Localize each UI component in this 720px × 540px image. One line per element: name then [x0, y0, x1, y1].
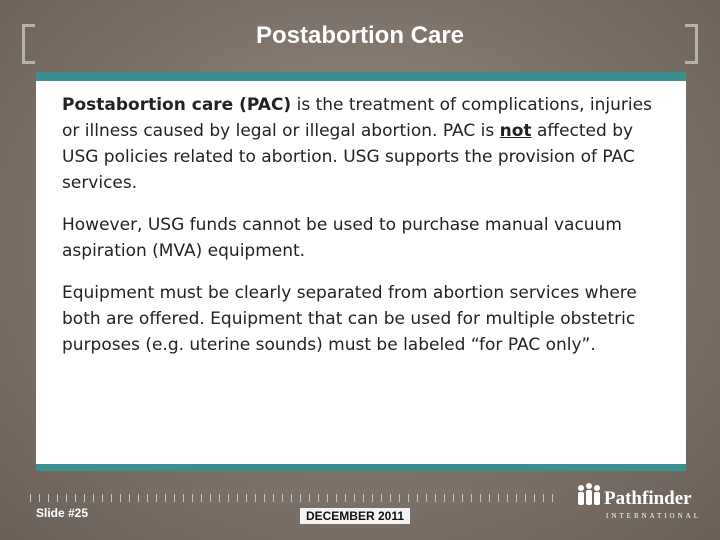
not-emphasis: not	[499, 121, 532, 141]
paragraph-3: Equipment must be clearly separated from abortion services where both are offered. Equipment that can be used for multiple obstetric purposes (e.g. uterine sounds) must be labeled “for PAC only”.	[62, 283, 637, 355]
logo-subtext: INTERNATIONAL	[606, 512, 700, 520]
content-panel	[36, 81, 686, 464]
pathfinder-logo	[574, 480, 700, 524]
slide-number: Slide #25	[36, 506, 89, 520]
paragraph-1-text-b: affected by USG policies related to abortion. USG supports the provision of PAC services.	[62, 121, 635, 193]
paragraph-1-text-a: is the treatment of complications, injuries or illness caused by legal or illegal abortion. PAC is	[62, 95, 652, 141]
slide-title: Postabortion Care	[255, 22, 465, 49]
top-accent-bar	[36, 72, 686, 81]
footer-date: DECEMBER 2011	[300, 508, 410, 524]
pac-term: Postabortion care (PAC)	[62, 95, 292, 115]
paragraph-2: However, USG funds cannot be used to purchase manual vacuum aspiration (MVA) equipment.	[62, 215, 622, 261]
tick-mark-decoration	[30, 494, 555, 502]
bottom-accent-bar	[36, 464, 686, 471]
pathfinder-logo-icon	[574, 480, 700, 524]
paragraph-1	[62, 92, 666, 196]
logo-wordmark: Pathfinder	[604, 488, 692, 509]
